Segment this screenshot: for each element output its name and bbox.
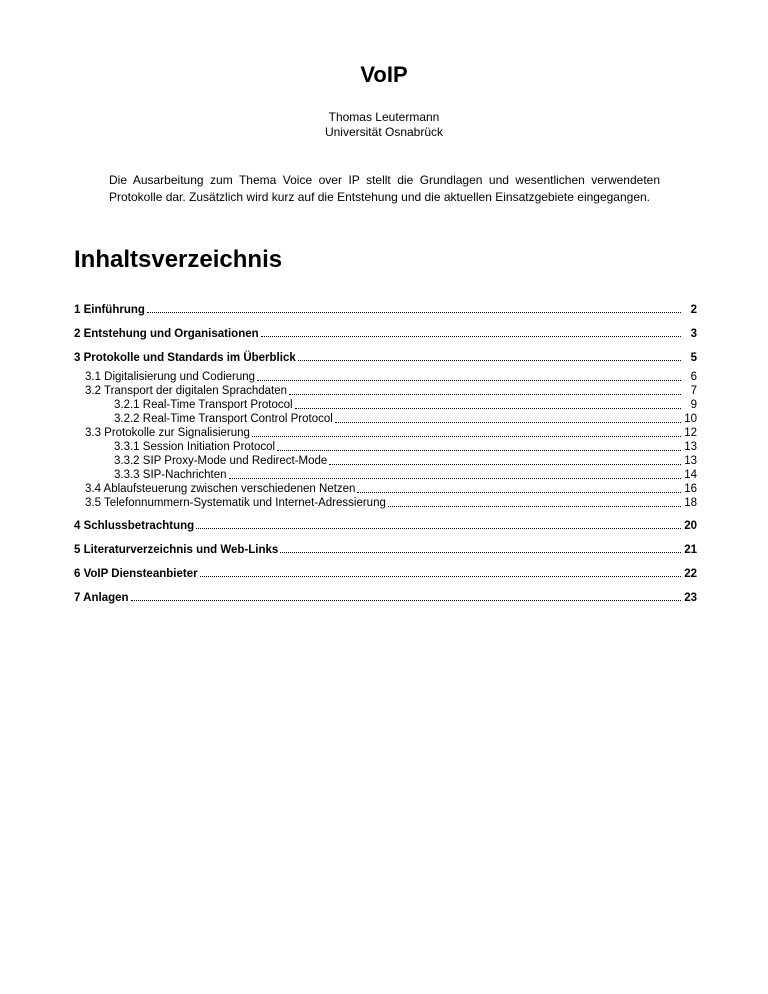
toc-entry-label: 3.3 Protokolle zur Signalisierung: [85, 427, 250, 439]
toc-leader-dots: [298, 350, 681, 361]
toc-entry-label: 5 Literaturverzeichnis und Web-Links: [74, 544, 279, 556]
toc-entry[interactable]: [74, 384, 697, 398]
abstract: Die Ausarbeitung zum Thema Voice over IP stellt die Grundlagen und wesentlichen verwendeten Protokolle dar. Zusätzlich wird kurz auf die Entstehung und die aktuellen Einsatzgebiete eingegangen.: [109, 173, 660, 204]
author-block: [0, 110, 768, 140]
toc-leader-dots: [280, 542, 681, 553]
toc-leader-dots: [335, 412, 681, 423]
toc-entry-label: 6 VoIP Diensteanbieter: [74, 568, 198, 580]
toc-entry-label: 3.2.2 Real-Time Transport Control Protocol: [114, 413, 333, 425]
toc-leader-dots: [388, 496, 681, 507]
toc-leader-dots: [131, 590, 681, 601]
toc-entry-page: 7: [690, 385, 697, 397]
toc-entry[interactable]: [74, 426, 697, 440]
toc-entry-label: 3.2 Transport der digitalen Sprachdaten: [85, 385, 288, 397]
toc-entry-label: 3 Protokolle und Standards im Überblick: [74, 352, 296, 364]
toc-entry-label: 3.3.2 SIP Proxy-Mode und Redirect-Mode: [114, 455, 328, 467]
toc-entry-page: 9: [690, 399, 697, 411]
toc-entry-page: 6: [690, 371, 697, 383]
toc-entry-page: 21: [684, 544, 697, 556]
toc-entry-label: 7 Anlagen: [74, 592, 129, 604]
toc-entry[interactable]: [74, 350, 697, 366]
toc-entry[interactable]: [74, 326, 697, 342]
toc-entry-page: 13: [684, 455, 697, 467]
toc-entry-label: 2 Entstehung und Organisationen: [74, 328, 259, 340]
toc-entry[interactable]: [74, 302, 697, 318]
toc-leader-dots: [357, 482, 681, 493]
toc-entry[interactable]: [74, 370, 697, 384]
toc-entry-label: 3.2.1 Real-Time Transport Protocol: [114, 399, 293, 411]
toc-entry[interactable]: [74, 468, 697, 482]
toc-entry[interactable]: [74, 590, 697, 606]
toc-entry-page: 22: [684, 568, 697, 580]
document-title: VoIP: [360, 62, 408, 87]
toc-entry[interactable]: [74, 496, 697, 510]
toc-entry-page: 14: [684, 469, 697, 481]
toc-leader-dots: [257, 370, 681, 381]
toc-entry-page: 2: [690, 304, 697, 316]
toc-entry-page: 3: [690, 328, 697, 340]
toc-entry[interactable]: [74, 412, 697, 426]
toc-entry-page: 5: [690, 352, 697, 364]
toc-entry-page: 13: [684, 441, 697, 453]
toc-entry-label: 3.4 Ablaufsteuerung zwischen verschiedenen Netzen: [85, 483, 356, 495]
toc-leader-dots: [200, 566, 681, 577]
toc-entry-label: 4 Schlussbetrachtung: [74, 520, 195, 532]
toc-leader-dots: [229, 468, 681, 479]
table-of-contents: [74, 302, 697, 614]
author-name: Thomas Leutermann: [328, 110, 440, 124]
toc-entry-page: 10: [684, 413, 697, 425]
toc-leader-dots: [295, 398, 681, 409]
toc-entry[interactable]: [74, 482, 697, 496]
toc-heading: Inhaltsverzeichnis: [74, 246, 283, 273]
toc-entry-label: 3.3.1 Session Initiation Protocol: [114, 441, 276, 453]
toc-entry[interactable]: [74, 440, 697, 454]
toc-entry-label: 3.1 Digitalisierung und Codierung: [85, 371, 256, 383]
toc-leader-dots: [289, 384, 681, 395]
toc-entry-label: 3.5 Telefonnummern-Systematik und Internet-Adressierung: [85, 497, 386, 509]
toc-entry-page: 12: [684, 427, 697, 439]
toc-leader-dots: [329, 454, 681, 465]
toc-entry[interactable]: [74, 398, 697, 412]
toc-entry[interactable]: [74, 542, 697, 558]
toc-entry-label: 3.3.3 SIP-Nachrichten: [114, 469, 227, 481]
toc-entry-label: 1 Einführung: [74, 304, 145, 316]
toc-leader-dots: [277, 440, 681, 451]
author-institution: Universität Osnabrück: [324, 125, 444, 139]
toc-leader-dots: [147, 302, 681, 313]
toc-leader-dots: [252, 426, 681, 437]
toc-entry[interactable]: [74, 454, 697, 468]
toc-entry-page: 16: [684, 483, 697, 495]
toc-entry-page: 20: [684, 520, 697, 532]
toc-entry-page: 23: [684, 592, 697, 604]
toc-entry[interactable]: [74, 518, 697, 534]
toc-entry[interactable]: [74, 566, 697, 582]
toc-entry-page: 18: [684, 497, 697, 509]
toc-leader-dots: [196, 518, 681, 529]
toc-leader-dots: [261, 326, 681, 337]
